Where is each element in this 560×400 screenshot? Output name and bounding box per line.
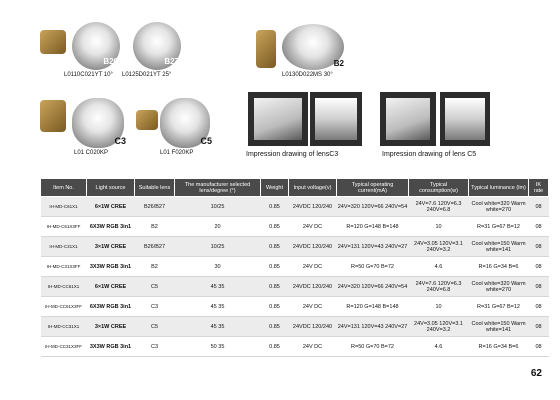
table-cell: B2: [135, 217, 175, 237]
table-cell: 0.85: [261, 297, 289, 317]
table-cell: 3×1W CREE: [87, 317, 135, 337]
table-cell: 24VDC 120/240: [289, 317, 337, 337]
table-cell: IH-MD-C31X3FF: [41, 257, 87, 277]
table-cell: R=50 G=70 B=72: [337, 337, 409, 357]
lens-b26-photo: [72, 22, 120, 70]
lens-b26-tag: B26: [103, 57, 118, 66]
lens-b27-tag: B27: [164, 57, 179, 66]
table-cell: 24V DC: [289, 297, 337, 317]
table-cell: 0.85: [261, 317, 289, 337]
table-cell: Cool white=320 Warm white=270: [469, 197, 529, 217]
table-cell: 0.85: [261, 217, 289, 237]
lens-c5-tag: C5: [200, 136, 212, 146]
table-cell: B26/B27: [135, 197, 175, 217]
lens-c3-caption: L01 C020KP: [74, 150, 109, 156]
table-row: [41, 197, 549, 217]
table-cell: 0.85: [261, 257, 289, 277]
drawing-c3-panel-1: [248, 92, 308, 146]
table-cell: IH-MD-CC31X1: [41, 317, 87, 337]
table-cell: 3X3W RGB 3in1: [87, 337, 135, 357]
lens-c3-photo: [72, 98, 124, 148]
table-cell: R=16 G=34 B=6: [469, 337, 529, 357]
col-header: Typical consumption(w): [409, 179, 469, 197]
col-header: Item No.: [41, 179, 87, 197]
drawing-c3-caption: Impression drawing of lensC3: [246, 151, 339, 158]
drawing-c5-caption: Impression drawing of lens C5: [382, 151, 477, 158]
table-cell: 24V=7.6 120V=6.3 240V=6.8: [409, 197, 469, 217]
table-cell: 20: [175, 217, 261, 237]
table-cell: IH-MD-CC31X3FF: [41, 337, 87, 357]
table-cell: 24V=320 120V=66 240V=54: [337, 197, 409, 217]
lens-b2-photo: [282, 24, 344, 70]
page-number: 62: [530, 368, 542, 379]
table-cell: 10: [409, 297, 469, 317]
table-cell: R=31 G=67 B=12: [469, 297, 529, 317]
table-cell: R=120 G=148 B=148: [337, 217, 409, 237]
table-cell: 0.85: [261, 197, 289, 217]
table-cell: 24V=131 120V=43 240V=27: [337, 317, 409, 337]
table-cell: 10/25: [175, 237, 261, 257]
lens-b26-caption: L0110C021YT 10°: [64, 72, 113, 78]
table-cell: 45 35: [175, 297, 261, 317]
led-chip-photo: [40, 30, 66, 54]
table-cell: 30: [175, 257, 261, 277]
table-cell: C3: [135, 297, 175, 317]
col-header: Light source: [87, 179, 135, 197]
table-row: [41, 337, 549, 357]
table-cell: 10: [409, 217, 469, 237]
table-cell: 08: [529, 237, 549, 257]
col-header: Suitable lens: [135, 179, 175, 197]
col-header: The manufacturer selected lens/degree (°): [175, 179, 261, 197]
drawing-c3-panel-2: [310, 92, 362, 146]
table-header-row: [41, 179, 549, 197]
table-cell: C3: [135, 337, 175, 357]
table-cell: 0.85: [261, 337, 289, 357]
table-cell: 08: [529, 257, 549, 277]
table-cell: 45 35: [175, 317, 261, 337]
table-cell: 4.6: [409, 257, 469, 277]
table-cell: 08: [529, 277, 549, 297]
table-row: [41, 297, 549, 317]
table-cell: C5: [135, 317, 175, 337]
lens-b27-photo: [133, 22, 181, 70]
table-cell: 50 35: [175, 337, 261, 357]
table-cell: B26/B27: [135, 237, 175, 257]
table-cell: IH-MD-C61X3FF: [41, 217, 87, 237]
table-cell: 3X3W RGB 3in1: [87, 257, 135, 277]
spec-table: [40, 178, 549, 357]
table-cell: R=50 G=70 B=72: [337, 257, 409, 277]
col-header: Typical operating current(mA): [337, 179, 409, 197]
led-module-photo: [256, 30, 276, 68]
lens-c5-photo: [160, 98, 210, 148]
table-cell: 24V=320 120V=66 240V=54: [337, 277, 409, 297]
table-cell: 6×1W CREE: [87, 277, 135, 297]
table-cell: 24V DC: [289, 257, 337, 277]
table-cell: 24VDC 120/240: [289, 197, 337, 217]
table-cell: 08: [529, 217, 549, 237]
table-row: [41, 257, 549, 277]
table-cell: 08: [529, 317, 549, 337]
table-cell: 0.85: [261, 277, 289, 297]
table-cell: 24V=7.6 120V=6.3 240V=6.8: [409, 277, 469, 297]
table-cell: R=120 G=148 B=148: [337, 297, 409, 317]
table-cell: 24V DC: [289, 337, 337, 357]
table-cell: 24V=131 120V=43 240V=27: [337, 237, 409, 257]
table-cell: Cool white=320 Warm white=270: [469, 277, 529, 297]
led-chip-photo-2: [136, 110, 158, 130]
col-header: Weight: [261, 179, 289, 197]
table-cell: 08: [529, 337, 549, 357]
table-cell: 6X3W RGB 3in1: [87, 217, 135, 237]
table-cell: 24VDC 120/240: [289, 237, 337, 257]
table-cell: 08: [529, 197, 549, 217]
table-cell: 3×1W CREE: [87, 237, 135, 257]
lens-b2-tag: B2: [333, 59, 344, 68]
table-cell: 10/25: [175, 197, 261, 217]
lens-b27-caption: L0125D021YT 25°: [122, 72, 172, 78]
table-cell: 24V=3.05 120V=3.1 240V=3.2: [409, 317, 469, 337]
table-cell: 45 35: [175, 277, 261, 297]
table-row: [41, 277, 549, 297]
table-cell: Cool white=150 Warm white=141: [469, 237, 529, 257]
table-row: [41, 317, 549, 337]
table-cell: 24V=3.05 120V=3.1 240V=3.2: [409, 237, 469, 257]
table-row: [41, 217, 549, 237]
lens-c3-tag: C3: [114, 136, 126, 146]
table-cell: Cool white=150 Warm white=141: [469, 317, 529, 337]
table-row: [41, 237, 549, 257]
led-module-photo-2: [40, 100, 66, 132]
table-cell: IH-MD-CC61X1: [41, 277, 87, 297]
table-cell: IH-MD-CC61X3FF: [41, 297, 87, 317]
table-cell: 24V DC: [289, 217, 337, 237]
table-cell: C5: [135, 277, 175, 297]
drawing-c5-panel-1: [380, 92, 436, 146]
lens-b2-caption: L0130D022MS 30°: [282, 72, 333, 78]
table-cell: 6×1W CREE: [87, 197, 135, 217]
col-header: IK rate: [529, 179, 549, 197]
table-cell: B2: [135, 257, 175, 277]
lens-c5-caption: L01 F020KP: [160, 150, 194, 156]
table-cell: 4.6: [409, 337, 469, 357]
table-cell: 0.85: [261, 237, 289, 257]
table-cell: 08: [529, 297, 549, 317]
table-cell: IH-MD-C31X1: [41, 237, 87, 257]
table-cell: IH-MD-C61X1: [41, 197, 87, 217]
col-header: Input voltage(v): [289, 179, 337, 197]
table-cell: 24VDC 120/240: [289, 277, 337, 297]
table-cell: 6X3W RGB 3in1: [87, 297, 135, 317]
drawing-c5-panel-2: [440, 92, 490, 146]
table-cell: R=31 G=67 B=12: [469, 217, 529, 237]
col-header: Typical luminance (lm): [469, 179, 529, 197]
table-cell: R=16 G=34 B=6: [469, 257, 529, 277]
